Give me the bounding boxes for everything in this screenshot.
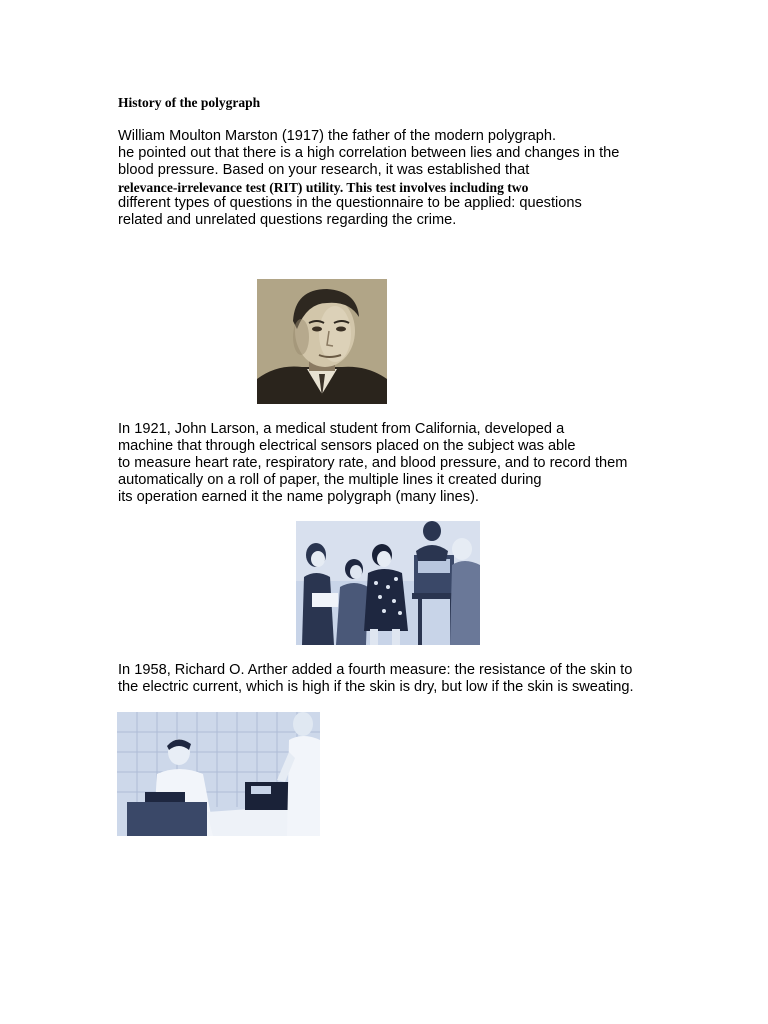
group-photo	[296, 521, 480, 645]
para2-line: its operation earned it the name polygraph (many lines).	[118, 489, 479, 505]
para3-line: In 1958, Richard O. Arther added a fourth measure: the resistance of the skin to	[118, 662, 633, 678]
para3-line: the electric current, which is high if the skin is dry, but low if the skin is sweating.	[118, 679, 634, 695]
para1-line: blood pressure. Based on your research, it was established that	[118, 162, 530, 178]
para2-line: In 1921, John Larson, a medical student from California, developed a	[118, 421, 565, 437]
portrait-photo	[257, 279, 387, 404]
document-title: History of the polygraph	[118, 95, 261, 110]
para1-line: related and unrelated questions regarding the crime.	[118, 212, 457, 228]
para2-line: automatically on a roll of paper, the multiple lines it created during	[118, 472, 542, 488]
para1-line: he pointed out that there is a high correlation between lies and changes in the	[118, 145, 620, 161]
para2-line: to measure heart rate, respiratory rate, and blood pressure, and to record them	[118, 455, 628, 471]
para1-line-bold: relevance-irrelevance test (RIT) utility. This test involves including two	[118, 180, 529, 195]
para1-line: William Moulton Marston (1917) the father of the modern polygraph.	[118, 128, 557, 144]
para2-line: machine that through electrical sensors placed on the subject was able	[118, 438, 576, 454]
exam-photo	[117, 712, 320, 836]
para1-line: different types of questions in the questionnaire to be applied: questions	[118, 195, 582, 211]
